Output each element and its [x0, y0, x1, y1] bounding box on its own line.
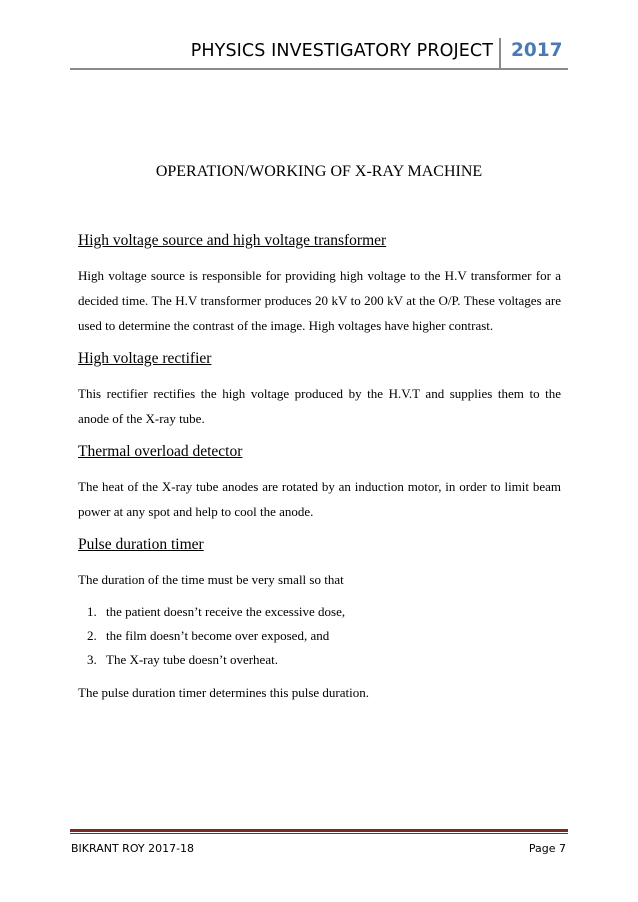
footer-rule-thick [70, 829, 568, 832]
section-body-thermal-overload: The heat of the X-ray tube anodes are rotated by an induction motor, in order to limit beam power at any spot and help to cool the anode. [78, 479, 561, 519]
header-title: PHYSICS INVESTIGATORY PROJECT [190, 41, 493, 61]
list-item: 1. the patient doesn’t receive the excessive dose, [100, 600, 561, 624]
section-body-hv-source: High voltage source is responsible for providing high voltage to the H.V transformer for a decided time. The H.V transformer produces 20 kV to 200 kV at the O/P. These voltages are used to determine the contrast of the image. High voltages have higher contrast. [78, 268, 561, 333]
footer-author: BIKRANT ROY 2017-18 [71, 842, 195, 855]
footer-page-number: Page 7 [528, 842, 566, 855]
section-body-hv-rectifier: This rectifier rectifies the high voltage produced by the H.V.T and supplies them to the anode of the X-ray tube. [78, 386, 561, 426]
section-heading-thermal-overload: Thermal overload detector [78, 443, 243, 460]
section-closing-pulse-timer: The pulse duration timer determines this pulse duration. [78, 685, 369, 700]
section-heading-hv-source: High voltage source and high voltage transformer [78, 232, 387, 249]
document-title: OPERATION/WORKING OF X-RAY MACHINE [155, 163, 483, 180]
list-item: 3. The X-ray tube doesn’t overheat. [100, 648, 561, 672]
page-header [0, 36, 638, 76]
header-separator [499, 38, 501, 69]
header-year: 2017 [511, 40, 563, 61]
section-heading-pulse-timer: Pulse duration timer [78, 536, 204, 553]
list-item: 2. the film doesn’t become over exposed, and [100, 624, 561, 648]
section-heading-hv-rectifier: High voltage rectifier [78, 350, 212, 367]
document-body [78, 232, 561, 705]
pulse-timer-list [78, 600, 561, 672]
header-rule [70, 68, 568, 70]
section-body-pulse-timer: The duration of the time must be very small so that [78, 572, 344, 587]
footer-rule-thin [70, 833, 568, 834]
